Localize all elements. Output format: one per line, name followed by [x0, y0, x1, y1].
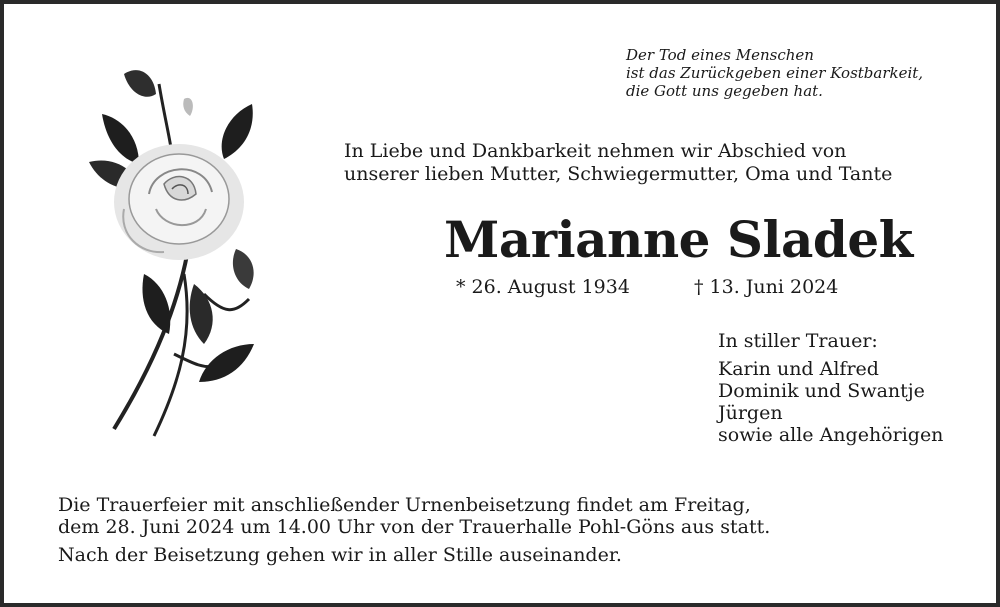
service-details	[58, 494, 770, 566]
mourner-name: Dominik und Swantje	[718, 380, 925, 402]
service-line: Nach der Beisetzung gehen wir in aller Stille auseinander.	[58, 544, 622, 566]
intro-line: In Liebe und Dankbarkeit nehmen wir Abschied von	[344, 140, 847, 162]
intro-line: unserer lieben Mutter, Schwiegermutter, Oma und Tante	[344, 163, 893, 185]
service-line: Die Trauerfeier mit anschließender Urnenbeisetzung findet am Freitag,	[58, 494, 751, 516]
mourner-name: Karin und Alfred	[718, 358, 879, 380]
motto-line: ist das Zurückgeben einer Kostbarkeit,	[626, 64, 924, 82]
birth-date: * 26. August 1934	[456, 276, 630, 298]
death-date: † 13. Juni 2024	[694, 276, 839, 298]
deceased-name: Marianne Sladek	[444, 210, 913, 269]
intro-text	[344, 140, 892, 186]
motto-quote	[626, 46, 923, 100]
motto-line: die Gott uns gegeben hat.	[626, 82, 823, 100]
rose-icon	[84, 44, 294, 444]
mourner-name: Jürgen	[718, 402, 783, 424]
mourner-name: sowie alle Angehörigen	[718, 424, 944, 446]
obituary-notice	[4, 4, 996, 603]
motto-line: Der Tod eines Menschen	[626, 46, 814, 64]
mourners-heading: In stiller Trauer:	[718, 330, 878, 352]
service-line: dem 28. Juni 2024 um 14.00 Uhr von der Trauerhalle Pohl-Göns aus statt.	[58, 516, 771, 538]
mourners-list	[718, 330, 943, 446]
